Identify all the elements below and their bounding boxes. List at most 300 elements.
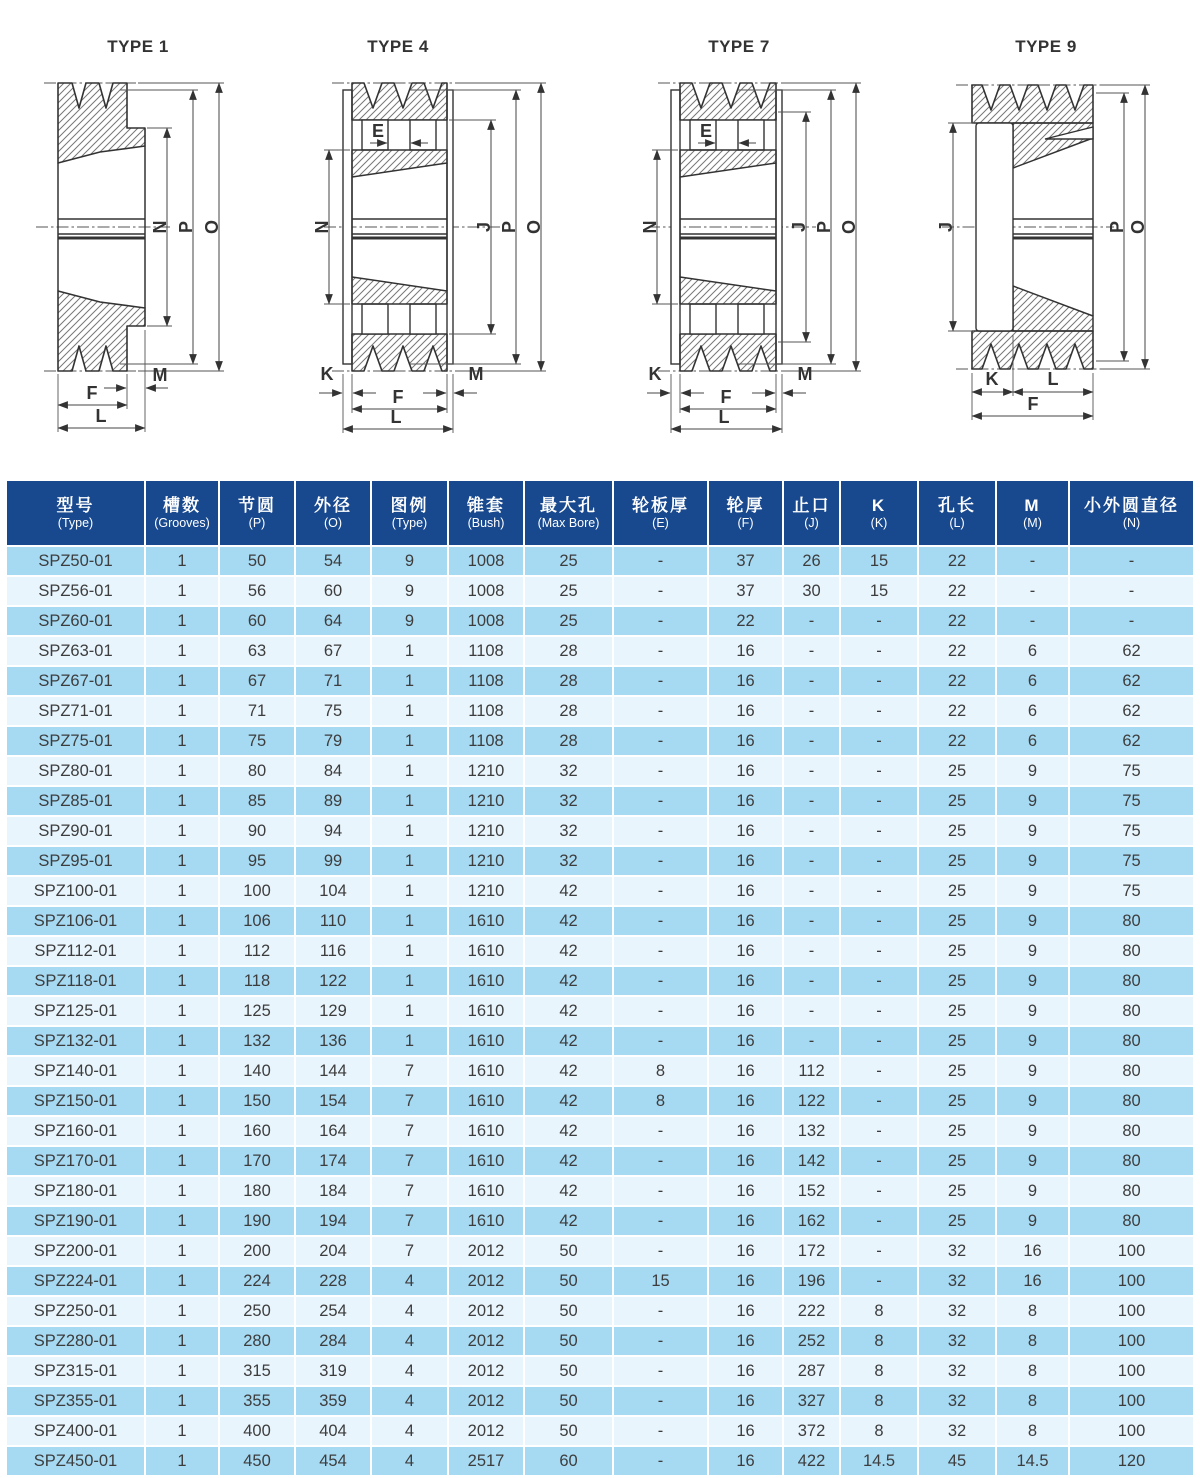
table-cell: 1610 (449, 1117, 525, 1145)
column-header-zh: 外径 (314, 496, 352, 516)
table-cell: 9 (372, 577, 449, 605)
table-cell: 25 (919, 937, 997, 965)
column-header-zh: 小外圆直径 (1084, 496, 1179, 516)
table-cell: 4 (372, 1327, 449, 1355)
column-header-zh: 轮板厚 (632, 496, 689, 516)
table-cell: 25 (919, 907, 997, 935)
dim-label-p: P (176, 220, 196, 234)
dim-label-f: F (1027, 394, 1039, 414)
table-cell: 4 (372, 1447, 449, 1475)
table-cell: 162 (784, 1207, 841, 1235)
table-cell: 80 (1070, 1117, 1193, 1145)
column-header-en: (P) (248, 515, 266, 530)
table-row (7, 997, 1193, 1027)
table-cell: 1 (146, 1177, 220, 1205)
table-cell: 8 (841, 1417, 919, 1445)
dim-label-j: J (474, 221, 494, 233)
table-row (7, 607, 1193, 637)
table-cell: 32 (919, 1267, 997, 1295)
table-cell: SPZ400-01 (7, 1417, 146, 1445)
table-cell: 1 (372, 757, 449, 785)
hub-top (352, 150, 447, 177)
table-cell: 450 (220, 1447, 296, 1475)
table-cell: 89 (296, 787, 372, 815)
table-cell: 2517 (449, 1447, 525, 1475)
body-bottom (1013, 286, 1093, 331)
table-cell: 16 (709, 1057, 784, 1085)
table-cell: 1 (146, 637, 220, 665)
table-cell: - (614, 1177, 709, 1205)
table-cell: 1 (146, 1087, 220, 1115)
table-cell: 16 (997, 1267, 1070, 1295)
table-cell: 154 (296, 1087, 372, 1115)
table-cell: - (841, 757, 919, 785)
column-header-en: (Type) (391, 515, 428, 530)
table-cell: 75 (1070, 757, 1193, 785)
table-cell: 1610 (449, 907, 525, 935)
table-cell: 16 (709, 667, 784, 695)
table-cell: 1 (146, 1447, 220, 1475)
table-cell: 7 (372, 1237, 449, 1265)
table-cell: 50 (525, 1357, 614, 1385)
table-cell: 1 (372, 967, 449, 995)
dim-label-p: P (814, 220, 834, 234)
table-cell: 16 (709, 787, 784, 815)
table-row (7, 667, 1193, 697)
dim-label-p: P (499, 220, 519, 234)
table-cell: 1 (146, 1417, 220, 1445)
table-cell: 250 (220, 1297, 296, 1325)
table-cell: SPZ125-01 (7, 997, 146, 1025)
table-cell: - (841, 697, 919, 725)
table-cell: - (841, 1237, 919, 1265)
table-cell: 1610 (449, 997, 525, 1025)
table-cell: 118 (220, 967, 296, 995)
table-cell: - (784, 937, 841, 965)
table-cell: 14.5 (997, 1447, 1070, 1475)
table-cell: 42 (525, 997, 614, 1025)
dim-label-j: J (789, 221, 809, 233)
table-row (7, 1297, 1193, 1327)
table-cell: 80 (1070, 1057, 1193, 1085)
table-cell: - (997, 577, 1070, 605)
table-cell: 1 (146, 607, 220, 635)
table-cell: SPZ75-01 (7, 727, 146, 755)
table-cell: - (784, 817, 841, 845)
table-cell: 100 (1070, 1267, 1193, 1295)
hub-bottom (352, 277, 447, 304)
table-cell: 170 (220, 1147, 296, 1175)
table-cell: 1 (372, 1027, 449, 1055)
dim-label-o: O (1128, 219, 1148, 235)
table-cell: 85 (220, 787, 296, 815)
dim-label-e: E (699, 121, 713, 141)
table-cell: - (841, 667, 919, 695)
table-cell: 9 (997, 997, 1070, 1025)
table-cell: - (841, 607, 919, 635)
dim-label-m: M (468, 364, 484, 384)
table-cell: 1008 (449, 607, 525, 635)
table-cell: 1 (372, 817, 449, 845)
table-cell: 132 (784, 1117, 841, 1145)
table-cell: 16 (709, 1267, 784, 1295)
table-cell: 80 (1070, 1147, 1193, 1175)
table-cell: - (841, 1027, 919, 1055)
table-cell: 7 (372, 1177, 449, 1205)
table-cell: - (614, 1207, 709, 1235)
table-cell: 8 (997, 1327, 1070, 1355)
table-cell: 99 (296, 847, 372, 875)
table-cell: 1 (372, 907, 449, 935)
table-cell: SPZ315-01 (7, 1357, 146, 1385)
table-cell: 67 (220, 667, 296, 695)
table-cell: SPZ71-01 (7, 697, 146, 725)
table-cell: - (784, 667, 841, 695)
table-cell: - (614, 1447, 709, 1475)
table-cell: 25 (919, 997, 997, 1025)
table-cell: 2012 (449, 1327, 525, 1355)
table-cell: - (784, 787, 841, 815)
column-header-zh: K (871, 496, 887, 516)
table-cell: 8 (997, 1297, 1070, 1325)
column-header-en: (E) (652, 515, 669, 530)
table-cell: 22 (919, 607, 997, 635)
table-cell: 16 (709, 1417, 784, 1445)
table-cell: 1 (146, 577, 220, 605)
table-cell: 4 (372, 1267, 449, 1295)
table-cell: 16 (709, 1447, 784, 1475)
table-cell: 1210 (449, 877, 525, 905)
table-row (7, 907, 1193, 937)
table-cell: - (614, 937, 709, 965)
table-cell: 14.5 (841, 1447, 919, 1475)
table-cell: 16 (709, 817, 784, 845)
column-header-zh: 槽数 (163, 496, 201, 516)
bush-flange (976, 123, 1013, 331)
table-cell: 1610 (449, 937, 525, 965)
dim-label-m: M (797, 364, 813, 384)
table-cell: 22 (919, 637, 997, 665)
table-cell: - (614, 1327, 709, 1355)
table-cell: 16 (709, 1297, 784, 1325)
table-cell: SPZ190-01 (7, 1207, 146, 1235)
table-cell: 50 (525, 1237, 614, 1265)
table-row (7, 1207, 1193, 1237)
table-cell: 84 (296, 757, 372, 785)
table-cell: 9 (997, 1087, 1070, 1115)
table-cell: 32 (919, 1297, 997, 1325)
table-cell: 1610 (449, 1027, 525, 1055)
table-cell: 42 (525, 877, 614, 905)
column-header (841, 481, 919, 545)
table-cell: 180 (220, 1177, 296, 1205)
table-cell: 25 (919, 1117, 997, 1145)
dim-label-l: L (95, 406, 107, 426)
table-cell: 32 (919, 1417, 997, 1445)
table-cell: 15 (841, 547, 919, 575)
table-cell: 37 (709, 577, 784, 605)
table-row (7, 1327, 1193, 1357)
table-cell: 32 (525, 817, 614, 845)
table-cell: 252 (784, 1327, 841, 1355)
table-cell: 9 (997, 1177, 1070, 1205)
table-cell: - (614, 757, 709, 785)
dim-label-k: K (648, 364, 662, 384)
table-cell: 4 (372, 1417, 449, 1445)
table-cell: 9 (997, 1027, 1070, 1055)
table-cell: - (784, 997, 841, 1025)
table-body (7, 547, 1193, 1475)
table-cell: 6 (997, 697, 1070, 725)
table-cell: 50 (220, 547, 296, 575)
type-4-diagram (290, 0, 600, 480)
table-row (7, 847, 1193, 877)
rim-lip-left (343, 90, 352, 364)
table-cell: 254 (296, 1297, 372, 1325)
table-cell: 16 (709, 1087, 784, 1115)
table-row (7, 547, 1193, 577)
table-cell: 32 (525, 847, 614, 875)
table-cell: - (614, 577, 709, 605)
table-cell: - (614, 1237, 709, 1265)
type-7-diagram (600, 0, 920, 480)
table-cell: 56 (220, 577, 296, 605)
column-header-en: (O) (323, 515, 343, 530)
table-cell: 37 (709, 547, 784, 575)
table-row (7, 1117, 1193, 1147)
table-row (7, 1387, 1193, 1417)
table-row (7, 817, 1193, 847)
column-header-zh: 孔长 (938, 496, 976, 516)
table-cell: 16 (709, 1027, 784, 1055)
table-cell: SPZ56-01 (7, 577, 146, 605)
table-cell: - (614, 847, 709, 875)
table-cell: 1210 (449, 817, 525, 845)
table-cell: - (784, 907, 841, 935)
table-cell: 2012 (449, 1267, 525, 1295)
column-header-zh: 最大孔 (540, 496, 597, 516)
table-cell: 42 (525, 907, 614, 935)
table-cell: 50 (525, 1267, 614, 1295)
table-cell: 125 (220, 997, 296, 1025)
table-cell: 62 (1070, 637, 1193, 665)
column-header-en: (J) (804, 515, 819, 530)
column-header-zh: M (1024, 496, 1041, 516)
table-cell: SPZ60-01 (7, 607, 146, 635)
table-cell: 25 (919, 1147, 997, 1175)
column-header-en: (K) (870, 515, 888, 530)
table-cell: 80 (1070, 907, 1193, 935)
table-cell: 1 (146, 1387, 220, 1415)
table-cell: 1 (146, 727, 220, 755)
table-cell: 140 (220, 1057, 296, 1085)
table-cell: 9 (997, 817, 1070, 845)
table-cell: 6 (997, 637, 1070, 665)
table-cell: 71 (220, 697, 296, 725)
table-row (7, 1027, 1193, 1057)
table-cell: 372 (784, 1417, 841, 1445)
table-cell: - (614, 787, 709, 815)
table-cell: 25 (919, 1087, 997, 1115)
table-cell: 16 (709, 697, 784, 725)
column-header (220, 481, 296, 545)
dim-label-l: L (390, 407, 402, 427)
table-cell: 7 (372, 1147, 449, 1175)
table-cell: 60 (525, 1447, 614, 1475)
table-cell: 100 (1070, 1387, 1193, 1415)
table-cell: - (841, 1057, 919, 1085)
table-cell: - (841, 877, 919, 905)
table-cell: 67 (296, 637, 372, 665)
table-cell: - (614, 997, 709, 1025)
table-cell: SPZ250-01 (7, 1297, 146, 1325)
table-cell: 100 (1070, 1327, 1193, 1355)
table-cell: 22 (919, 667, 997, 695)
table-cell: 8 (997, 1387, 1070, 1415)
table-cell: 80 (1070, 1207, 1193, 1235)
table-cell: 16 (709, 757, 784, 785)
table-cell: 100 (1070, 1237, 1193, 1265)
table-cell: 16 (709, 937, 784, 965)
table-cell: - (841, 1207, 919, 1235)
table-cell: 16 (709, 1387, 784, 1415)
table-cell: 25 (525, 577, 614, 605)
table-cell: 50 (525, 1297, 614, 1325)
pulley-rim-top (680, 83, 776, 120)
dim-label-f: F (720, 387, 732, 407)
table-cell: 1 (372, 847, 449, 875)
column-header (372, 481, 449, 545)
table-cell: 228 (296, 1267, 372, 1295)
table-cell: SPZ63-01 (7, 637, 146, 665)
table-cell: 287 (784, 1357, 841, 1385)
table-cell: SPZ355-01 (7, 1387, 146, 1415)
table-cell: - (784, 637, 841, 665)
table-cell: 16 (709, 967, 784, 995)
column-header (146, 481, 220, 545)
table-cell: 1108 (449, 667, 525, 695)
table-cell: 152 (784, 1177, 841, 1205)
table-cell: - (841, 787, 919, 815)
table-cell: - (841, 847, 919, 875)
table-cell: 75 (1070, 877, 1193, 905)
table-cell: 28 (525, 667, 614, 695)
table-cell: 60 (296, 577, 372, 605)
table-cell: - (841, 727, 919, 755)
table-cell: 144 (296, 1057, 372, 1085)
table-cell: 80 (1070, 1087, 1193, 1115)
table-cell: 1 (372, 877, 449, 905)
table-row (7, 637, 1193, 667)
table-cell: 1610 (449, 1087, 525, 1115)
table-cell: - (614, 1297, 709, 1325)
table-cell: 60 (220, 607, 296, 635)
table-cell: 1 (146, 937, 220, 965)
table-cell: 164 (296, 1117, 372, 1145)
table-cell: 1 (146, 547, 220, 575)
table-cell: 80 (1070, 967, 1193, 995)
table-cell: 54 (296, 547, 372, 575)
table-cell: 22 (919, 727, 997, 755)
table-cell: 16 (709, 1147, 784, 1175)
table-cell: 100 (1070, 1297, 1193, 1325)
table-cell: 122 (784, 1087, 841, 1115)
table-cell: 90 (220, 817, 296, 845)
table-cell: - (841, 637, 919, 665)
table-cell: 64 (296, 607, 372, 635)
table-cell: - (841, 997, 919, 1025)
table-cell: - (614, 697, 709, 725)
type-1-diagram (0, 0, 300, 480)
table-cell: 16 (709, 877, 784, 905)
column-header (919, 481, 997, 545)
table-cell: 160 (220, 1117, 296, 1145)
table-cell: 1 (146, 817, 220, 845)
dim-label-f: F (86, 383, 98, 403)
table-cell: 79 (296, 727, 372, 755)
table-cell: 28 (525, 727, 614, 755)
table-cell: 80 (220, 757, 296, 785)
table-cell: 9 (997, 967, 1070, 995)
table-cell: 32 (525, 787, 614, 815)
table-cell: 8 (841, 1357, 919, 1385)
table-cell: - (614, 1147, 709, 1175)
table-cell: - (614, 607, 709, 635)
table-cell: 2012 (449, 1387, 525, 1415)
table-cell: 1 (146, 757, 220, 785)
table-cell: 9 (997, 787, 1070, 815)
table-cell: - (841, 1267, 919, 1295)
table-cell: 1 (146, 907, 220, 935)
table-cell: 100 (220, 877, 296, 905)
table-cell: SPZ118-01 (7, 967, 146, 995)
table-cell: 1 (146, 1117, 220, 1145)
table-cell: 422 (784, 1447, 841, 1475)
table-cell: 4 (372, 1297, 449, 1325)
table-cell: 454 (296, 1447, 372, 1475)
table-cell: 1008 (449, 577, 525, 605)
table-cell: 1 (146, 877, 220, 905)
column-header-en: (M) (1023, 515, 1042, 530)
column-header-zh: 锥套 (467, 496, 505, 516)
table-cell: 172 (784, 1237, 841, 1265)
pulley-rim-bottom (972, 331, 1093, 369)
table-cell: 25 (919, 1177, 997, 1205)
table-cell: 120 (1070, 1447, 1193, 1475)
pulley-rim-top (352, 83, 447, 120)
table-cell: 1 (146, 1267, 220, 1295)
table-cell: 1 (372, 997, 449, 1025)
table-row (7, 1267, 1193, 1297)
table-cell: 1610 (449, 967, 525, 995)
table-cell: 122 (296, 967, 372, 995)
table-cell: 1108 (449, 637, 525, 665)
table-cell: 32 (919, 1327, 997, 1355)
column-header (449, 481, 525, 545)
table-cell: 6 (997, 727, 1070, 755)
table-cell: 8 (841, 1297, 919, 1325)
table-cell: SPZ80-01 (7, 757, 146, 785)
table-row (7, 697, 1193, 727)
table-cell: 184 (296, 1177, 372, 1205)
table-cell: - (614, 667, 709, 695)
dim-label-k: K (320, 364, 334, 384)
table-cell: - (784, 1027, 841, 1055)
table-cell: - (614, 907, 709, 935)
table-cell: 16 (709, 907, 784, 935)
table-cell: SPZ140-01 (7, 1057, 146, 1085)
table-cell: 45 (919, 1447, 997, 1475)
